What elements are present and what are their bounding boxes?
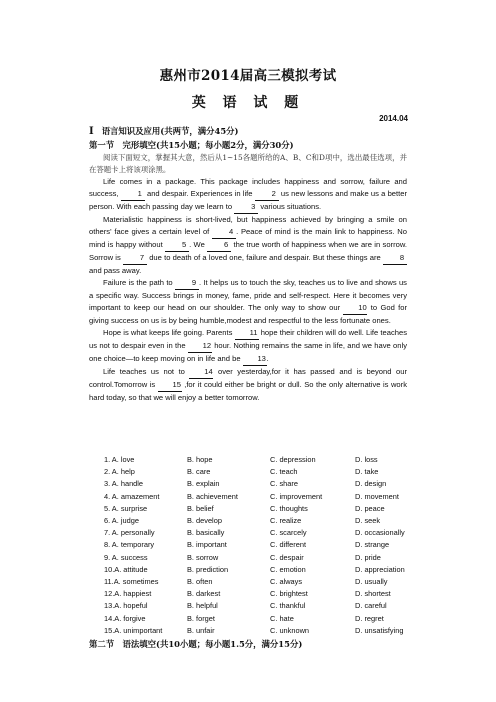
option-row [104,515,425,527]
option-cell: B. achievement [187,491,238,501]
option-cell: 7. A. personally [104,528,155,538]
section2-heading: 第二节 语法填空(共10小题；每小题1.5分，满分15分) [89,639,303,649]
option-cell: C. thoughts [270,503,308,513]
section1-heading: 第一节 完形填空(共15小题；每小题2分，满分30分) [89,140,294,150]
passage-text: . [266,354,269,363]
option-cell: B. develop [187,516,222,526]
passage-paragraph [89,277,407,327]
options-table [104,454,425,637]
option-cell: 8. A. temporary [104,540,155,550]
passage-text: us new lessons and make us a better person. With each passing day we learn to [89,189,407,211]
option-cell: D. occasionally [355,528,405,538]
option-cell: B. forget [187,613,215,623]
option-cell: C. unknown [270,625,310,635]
option-cell: B. explain [187,479,220,489]
option-cell: 13.A. hopeful [104,601,148,611]
passage-text: due to death of a loved one, failure and despair. But these things are [146,253,383,262]
passage-text: various situations. [258,202,322,211]
option-row [104,503,425,515]
option-cell: 5. A. surprise [104,503,148,513]
passage-text: and despair. Experiences in life [144,189,255,198]
option-row [104,576,425,588]
option-row [104,527,425,539]
passage-text: Hope is what keeps life going. Parents [103,328,235,337]
answer-blank: 6 [207,239,231,252]
passage-text: . Peace of mind is the main link to happiness. No mind is happy without [89,227,407,249]
answer-blank: 3 [234,201,258,214]
section1-instruction: 阅读下面短文，掌握其大意，然后从1~15各题所给的A、B、C和D项中，选出最佳选项，并在答题卡上将该项涂黑。 [89,153,407,174]
option-cell: D. design [355,479,387,489]
passage-text: hour. Nothing remains the same in life, and we have only one choice—to keep moving on in life and be [89,341,407,363]
passage-text: hope their children will do well. Life teaches us not to despair even in the [89,328,407,350]
option-cell: D. appreciation [355,564,405,574]
option-cell: B. helpful [187,601,218,611]
option-cell: D. unsatisfying [355,625,404,635]
passage-text: . We [189,240,208,249]
option-cell: B. darkest [187,589,221,599]
part1-roman-numeral: I [89,126,94,137]
option-cell: C. brightest [270,589,308,599]
option-row [104,539,425,551]
option-cell: D. pride [355,552,381,562]
passage-text: the true worth of happiness when we are in sorrow. Sorrow is [89,240,408,262]
option-cell: B. unfair [187,625,215,635]
answer-blank: 15 [158,379,182,392]
option-cell: D. movement [355,491,399,501]
option-row [104,491,425,503]
passage-text: . It helps us to touch the sky, teaches us to live and shows us a specific way. Success brings in money, fame, pride and self-respect. Here it becomes very important to keep our head on our shoulder. The only way to show our [89,278,407,312]
option-row [104,613,425,625]
answer-blank: 14 [189,366,213,379]
passage-text: Life teaches us not to [103,367,190,376]
option-cell: 15.A. unimportant [104,625,163,635]
passage-text: Failure is the path to [103,278,175,287]
passage-text: to God for giving success on us is by being humble,modest and respectful to the less fortunate ones. [89,303,407,325]
option-cell: B. hope [187,455,213,464]
option-cell: 1. A. love [104,455,135,464]
passage-text: over yesterday,for it has passed and is beyond our control.Tomorrow is [89,367,407,389]
option-row [104,454,425,466]
option-cell: C. emotion [270,564,306,574]
option-cell: C. despair [270,552,304,562]
part1-heading [89,125,239,137]
passage-paragraph [89,176,407,214]
option-cell: B. prediction [187,564,229,574]
option-cell: 11.A. sometimes [104,577,159,587]
option-cell: C. hate [270,613,294,623]
option-row [104,588,425,600]
passage-paragraph [89,214,407,277]
answer-blank: 9 [175,277,199,290]
option-cell: D. usually [355,577,388,587]
answer-blank: 10 [343,302,367,315]
option-cell: C. improvement [270,491,323,501]
answer-blank: 11 [235,327,259,340]
passage-text: ,for it could either be bright or dull. So the only alternative is work hard today, so that we will enjoy a better tomorrow. [89,380,407,402]
option-cell: 6. A. judge [104,516,139,526]
option-cell: C. realize [270,516,302,526]
option-row [104,625,425,637]
option-row [104,600,425,612]
option-cell: 3. A. handle [104,479,144,489]
option-cell: C. teach [270,467,298,477]
option-cell: 10.A. attitude [104,564,148,574]
option-row [104,466,425,478]
answer-blank: 12 [188,340,212,353]
passage-text: and pass away. [89,266,142,275]
answer-blank: 5 [165,239,189,252]
passage-paragraph [89,366,407,404]
option-cell: C. share [270,479,298,489]
answer-blank: 13 [243,353,267,366]
option-cell: 2. A. help [104,467,135,477]
option-cell: D. careful [355,601,387,611]
option-cell: D. strange [355,540,390,550]
option-cell: C. scarcely [270,528,307,538]
answer-blank: 8 [383,252,407,265]
option-row [104,478,425,490]
exam-subtitle: 英 语 试 题 [191,95,305,111]
option-cell: C. thankful [270,601,306,611]
option-cell: D. regret [355,613,384,623]
option-cell: D. shortest [355,589,391,599]
option-cell: 4. A. amazement [104,491,160,501]
option-cell: B. important [187,540,227,550]
option-cell: B. basically [187,528,225,538]
option-cell: B. care [187,467,211,477]
exam-date: 2014.04 [379,114,408,123]
option-cell: B. belief [187,503,214,513]
option-cell: D. peace [355,503,385,513]
answer-blank: 2 [255,188,279,201]
option-cell: B. often [187,577,213,587]
option-cell: B. sorrow [187,552,219,562]
cloze-passage [89,152,407,404]
option-cell: D. take [355,467,379,477]
passage-text: Life comes in a package. This package includes happiness and sorrow, failure and success, [89,177,407,198]
option-cell: C. depression [270,455,316,464]
option-cell: 12.A. happiest [104,589,152,599]
answer-blank: 4 [212,226,236,239]
answer-blank: 1 [121,188,145,201]
option-row [104,564,425,576]
option-cell: C. different [270,540,307,550]
option-cell: 9. A. success [104,552,148,562]
passage-text: Materialistic happiness is short-lived, but happiness achieved by bringing a smile on others' face gives a certain level of [89,215,407,236]
passage-paragraph [89,327,407,366]
option-cell: C. always [270,577,303,587]
option-row [104,552,425,564]
exam-title: 惠州市2014届高三模拟考试 [159,68,337,84]
part1-heading-text: 语言知识及应用(共两节，满分45分) [101,126,239,136]
option-cell: D. seek [355,516,381,526]
option-cell: 14.A. forgive [104,613,146,623]
option-cell: D. loss [355,455,378,464]
answer-blank: 7 [123,252,147,265]
